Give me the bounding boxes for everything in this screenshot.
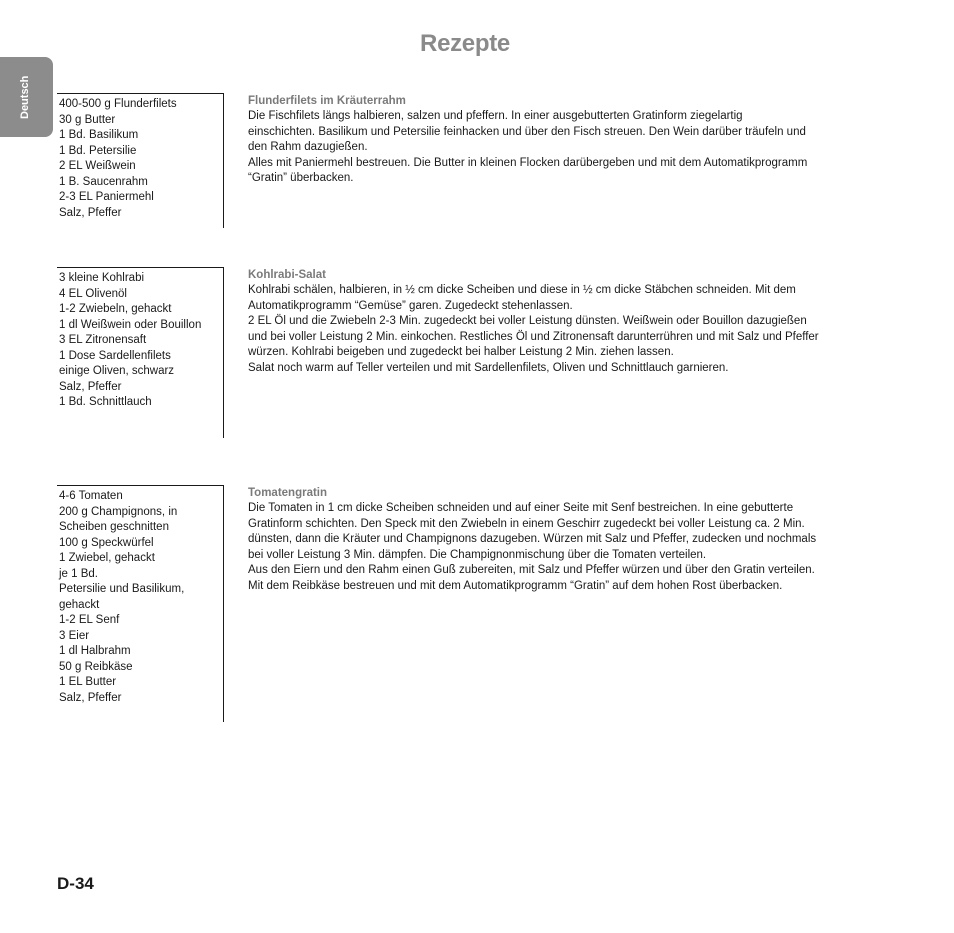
ingredient-item: 1 Bd. Schnittlauch (59, 396, 152, 408)
language-tab-label: Deutsch (19, 75, 31, 119)
recipe-text-line: “Gratin” überbacken. (248, 172, 354, 184)
ingredient-item: 1 Dose Sardellenfilets (59, 349, 171, 362)
recipe-text-line: Salat noch warm auf Teller verteilen und mit Sardellenfilets, Oliven und Schnittlauch garnieren. (248, 361, 729, 374)
ingredient-item: Salz, Pfeffer (59, 691, 122, 704)
language-tab (0, 57, 53, 137)
ingredient-item: 1 Bd. Basilikum (59, 129, 139, 141)
ingredient-item: 1 dl Weißwein oder Bouillon (59, 318, 202, 331)
recipe-text-line: Gratinform schichten. Den Speck mit den Zwiebeln in einem Geschirr zugedeckt bei voller Leistung ca. 2 Min. (248, 517, 805, 530)
ingredient-list (57, 485, 224, 722)
recipe-text-line: bei voller Leistung 3 Min. dämpfen. Die Champignonmischung über die Tomaten verteilen. (248, 548, 707, 561)
ingredient-item: 100 g Speckwürfel (59, 536, 154, 549)
recipe-title: Kohlrabi-Salat (248, 269, 326, 281)
ingredient-item: gehackt (59, 598, 100, 611)
ingredient-item: 1 Bd. Petersilie (59, 144, 137, 157)
recipe-title: Tomatengratin (248, 487, 328, 499)
ingredient-item: Salz, Pfeffer (59, 206, 122, 219)
ingredient-item: 4-6 Tomaten (59, 490, 123, 502)
page-number: D-34 (57, 874, 94, 893)
ingredient-item: 400-500 g Flunderfilets (59, 98, 177, 110)
recipe-text-line: Automatikprogramm “Gemüse” garen. Zugedeckt stehenlassen. (248, 299, 573, 312)
recipe-text-line: Die Fischfilets längs halbieren, salzen und pfeffern. In einer ausgebutterten Gratinform ziegelartig (248, 110, 743, 122)
ingredient-item: 1-2 EL Senf (59, 614, 120, 626)
ingredient-item: 1 Zwiebel, gehackt (59, 552, 155, 564)
page-title: Rezepte (420, 30, 510, 57)
ingredient-item: Scheiben geschnitten (59, 521, 169, 533)
ingredient-item: 30 g Butter (59, 113, 116, 126)
recipe-text-line: Die Tomaten in 1 cm dicke Scheiben schneiden und auf einer Seite mit Senf bestreichen. In eine gebutterte (248, 502, 794, 514)
ingredient-item: 3 EL Zitronensaft (59, 334, 147, 346)
recipe-instructions (248, 84, 873, 187)
ingredient-item: Petersilie und Basilikum, (59, 583, 185, 595)
recipe-text-line: einschichten. Basilikum und Petersilie feinhacken und über den Fisch streuen. Den Wein darüber träufeln und (248, 125, 806, 138)
ingredient-item: einige Oliven, schwarz (59, 365, 175, 377)
ingredient-item: 1 EL Butter (59, 676, 117, 688)
recipe-text-line: würzen. Kohlrabi beigeben und zugedeckt bei halber Leistung 2 Min. ziehen lassen. (248, 346, 674, 358)
ingredient-item: Salz, Pfeffer (59, 380, 122, 393)
ingredient-list (57, 267, 224, 438)
recipe-text-line: den Rahm dazugießen. (248, 141, 368, 153)
ingredient-item: 50 g Reibkäse (59, 660, 133, 673)
ingredient-item: 2-3 EL Paniermehl (59, 191, 154, 203)
ingredient-list (57, 93, 224, 228)
ingredient-item: je 1 Bd. (59, 567, 98, 580)
recipe-text-line: Alles mit Paniermehl bestreuen. Die Butter in kleinen Flocken darübergeben und mit dem Automatikprogramm (248, 156, 808, 169)
ingredient-item: 1 dl Halbrahm (59, 645, 131, 657)
ingredient-item: 200 g Champignons, in (59, 505, 178, 518)
ingredient-item: 3 kleine Kohlrabi (59, 272, 145, 284)
ingredient-item: 4 EL Olivenöl (59, 287, 127, 300)
recipe-text-line: dünsten, dann die Kräuter und Champignons dazugeben. Würzen mit Salz und Pfeffer, zudecken und nochmals (248, 533, 817, 545)
recipe-text-line: Kohlrabi schälen, halbieren, in ½ cm dicke Scheiben und diese in ½ cm dicke Stäbchen schneiden. Mit dem (248, 284, 796, 296)
ingredient-item: 2 EL Weißwein (59, 160, 136, 172)
recipe-text-line: 2 EL Öl und die Zwiebeln 2-3 Min. zugedeckt bei voller Leistung dünsten. Weißwein oder Bouillon dazugießen (248, 315, 807, 327)
recipe-title: Flunderfilets im Kräuterrahm (248, 95, 406, 107)
recipe-text-line: und bei voller Leistung 2 Min. einkochen. Restliches Öl und Zitronensaft darunterrühren und mit Salz und Pfeffer (248, 330, 819, 343)
recipe-text-line: Mit dem Reibkäse bestreuen und mit dem Automatikprogramm “Gratin” auf dem hohen Rost überbacken. (248, 579, 783, 592)
ingredient-item: 3 Eier (59, 629, 90, 642)
recipe-text-line: Aus den Eiern und den Rahm einen Guß zubereiten, mit Salz und Pfeffer würzen und über den Gratin verteilen. (248, 564, 815, 576)
ingredient-item: 1 B. Saucenrahm (59, 175, 148, 188)
recipe-instructions (248, 258, 873, 376)
ingredient-item: 1-2 Zwiebeln, gehackt (59, 303, 172, 315)
recipe-instructions (248, 476, 873, 594)
